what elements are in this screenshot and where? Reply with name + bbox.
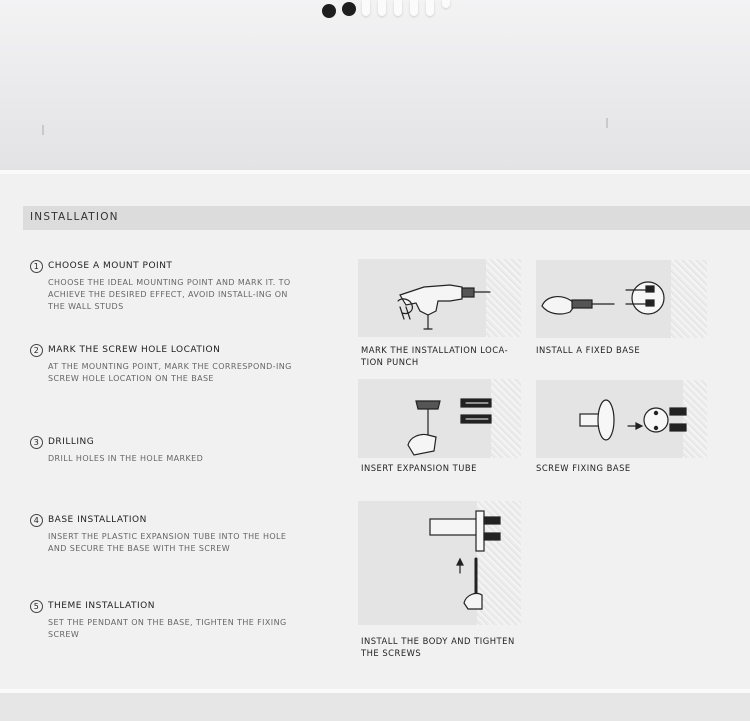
step-title-text: DRILLING xyxy=(48,437,95,447)
step-4 xyxy=(30,514,330,555)
tile-icon xyxy=(426,0,434,16)
caption: INSTALL A FIXED BASE xyxy=(536,345,641,355)
hammer-icon xyxy=(358,379,521,458)
knob-icon xyxy=(342,2,356,16)
illustration-expansion xyxy=(358,379,521,458)
screwdriver-icon xyxy=(536,260,707,338)
divider xyxy=(0,170,750,174)
caption: SCREW FIXING BASE xyxy=(536,463,631,473)
step-description: AT THE MOUNTING POINT, MARK THE CORRESPOND-ING SCREW HOLE LOCATION ON THE BASE xyxy=(48,362,292,383)
step-3 xyxy=(30,436,330,465)
step-description: INSERT THE PLASTIC EXPANSION TUBE INTO THE HOLE AND SECURE THE BASE WITH THE SCREW xyxy=(48,532,287,553)
step-1 xyxy=(30,260,330,313)
section-title: INSTALLATION xyxy=(30,211,119,223)
step-description: DRILL HOLES IN THE HOLE MARKED xyxy=(48,454,204,463)
tile-icon xyxy=(378,0,386,16)
tile-icon xyxy=(394,0,402,16)
tile-icon xyxy=(410,0,418,16)
step-title xyxy=(30,436,330,449)
caption: INSTALL THE BODY AND TIGHTEN THE SCREWS xyxy=(361,636,515,658)
product-photo xyxy=(0,0,750,170)
step-title-text: CHOOSE A MOUNT POINT xyxy=(48,261,173,271)
step-number: 3 xyxy=(30,436,43,449)
step-number: 1 xyxy=(30,260,43,273)
step-description: SET THE PENDANT ON THE BASE, TIGHTEN THE FIXING SCREW xyxy=(48,618,287,639)
illustration-install-body xyxy=(358,501,521,625)
illustration-drill xyxy=(358,259,521,337)
tile-icon xyxy=(362,0,370,16)
step-title-text: THEME INSTALLATION xyxy=(48,601,155,611)
caption: INSERT EXPANSION TUBE xyxy=(361,463,477,473)
knob-icon xyxy=(322,4,336,18)
base-plate-icon xyxy=(536,380,707,458)
section-header xyxy=(23,206,750,230)
step-title-text: BASE INSTALLATION xyxy=(48,515,147,525)
wall-mark xyxy=(606,118,608,128)
step-description: CHOOSE THE IDEAL MOUNTING POINT AND MARK IT. TO ACHIEVE THE DESIRED EFFECT, AVOID INSTALL-ING ON THE WALL STUDS xyxy=(48,278,291,311)
step-number: 4 xyxy=(30,514,43,527)
tile-icon xyxy=(442,0,450,8)
drill-icon xyxy=(358,259,521,337)
caption: MARK THE INSTALLATION LOCA-TION PUNCH xyxy=(361,345,509,367)
step-title-text: MARK THE SCREW HOLE LOCATION xyxy=(48,345,221,355)
step-title xyxy=(30,260,330,273)
step-title xyxy=(30,514,330,527)
illustration-fixed-base xyxy=(536,260,707,338)
step-5 xyxy=(30,600,330,641)
illustration-screw-base xyxy=(536,380,707,458)
step-number: 2 xyxy=(30,344,43,357)
arrow-icon xyxy=(358,501,521,625)
wall-mark xyxy=(42,125,44,135)
step-number: 5 xyxy=(30,600,43,613)
step-2 xyxy=(30,344,330,385)
step-title xyxy=(30,600,330,613)
step-title xyxy=(30,344,330,357)
footer-band xyxy=(0,693,750,721)
